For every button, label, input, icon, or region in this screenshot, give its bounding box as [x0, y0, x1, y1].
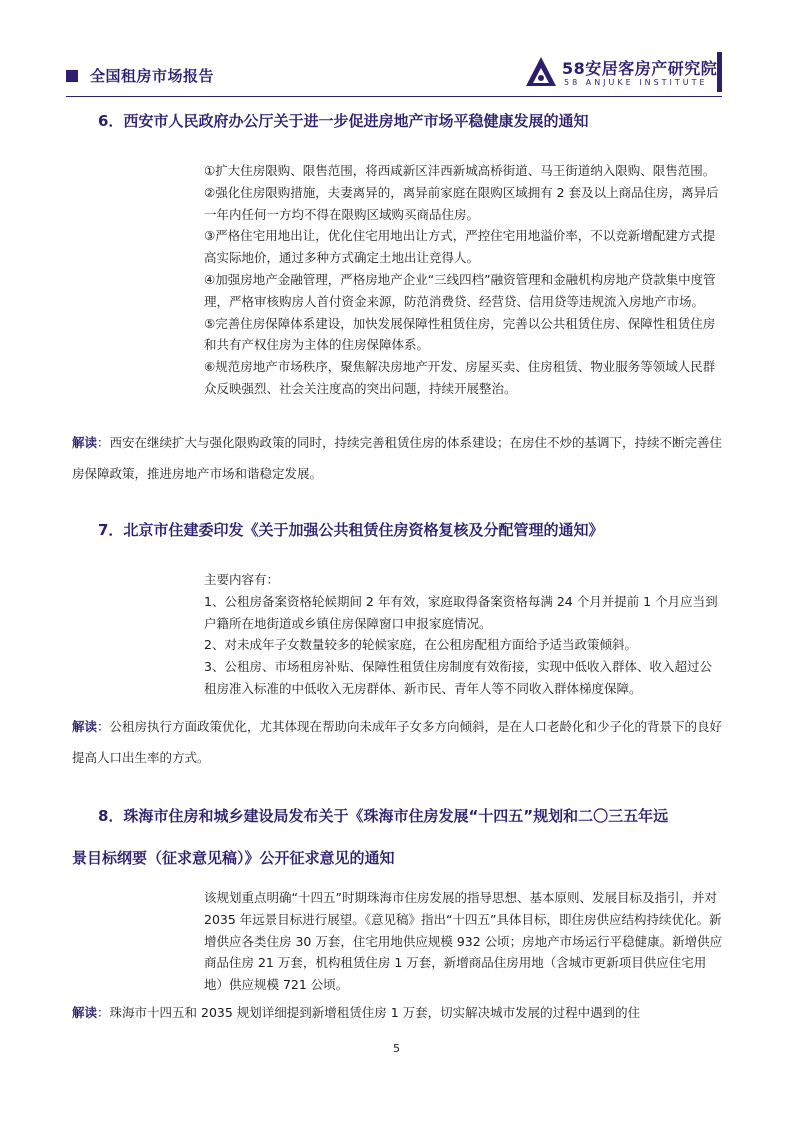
section-8-title-line2: 景目标纲要（征求意见稿）》公开征求意见的通知 — [72, 849, 395, 867]
analysis-label: 解读 — [72, 719, 98, 734]
institute-logo-icon — [524, 55, 558, 89]
institute-english-name: 58 ANJUKE INSTITUTE — [564, 78, 708, 87]
analysis-text: ：西安在继续扩大与强化限购政策的同时，持续完善租赁住房的体系建设；在房住不炒的基调下，持续不断完善住房保障政策，推进房地产市场和谐稳定发展。 — [72, 435, 723, 481]
section-6-item: ⑤完善住房保障体系建设，加快发展保障性租赁住房，完善以公共租赁住房、保障性租赁住房和共有产权住房为主体的住房保障体系。 — [204, 315, 716, 353]
section-6-item: ①扩大住房限购、限售范围，将西咸新区沣西新城高桥街道、马王街道纳入限购、限售范围。 — [204, 163, 716, 178]
section-6-item: ③严格住宅用地出让，优化住宅用地出让方式，严控住宅用地溢价率，不以竞新增配建方式提高实际地价，通过多种方式确定土地出让竞得人。 — [204, 228, 716, 266]
analysis-text: ：公租房执行方面政策优化，尤其体现在帮助向未成年子女多方向倾斜，是在人口老龄化和少子化的背景下的良好提高人口出生率的方式。 — [72, 719, 723, 765]
section-7-item: 1、公租房备案资格轮候期间 2 年有效，家庭取得备案资格每满 24 个月并提前 1 个月应当到户籍所在地街道或乡镇住房保障窗口申报家庭情况。 — [204, 593, 718, 631]
analysis-label: 解读 — [72, 435, 98, 450]
section-8-title-line1: 8．珠海市住房和城乡建设局发布关于《珠海市住房发展“十四五”规划和二〇三五年远 — [98, 807, 669, 825]
section-7-analysis — [72, 711, 724, 773]
section-7-item: 3、公租房、市场租房补贴、保障性租赁住房制度有效衔接，实现中低收入群体、收入超过公租房准入标准的中低收入无房群体、新市民、青年人等不同收入群体梯度保障。 — [204, 659, 712, 696]
header-divider — [66, 96, 722, 97]
page-header — [66, 52, 730, 102]
section-8-paragraph: 该规划重点明确“十四五”时期珠海市住房发展的指导思想、基本原则、发展目标及指引，并对 2035 年远景目标进行展望。《意见稿》指出“十四五”具体目标，即住房供应结构持续优化。新增供应各类住房 30 万套，住宅用地供应规模 932 公顷；房地产市场运行平稳健康。新增供应商品住房 21 万套，机构租赁住房 1 万套，新增商品住房用地（含城市更新项目供应住宅用地）供应规模 721 公顷。 — [204, 890, 723, 993]
section-8-body — [204, 887, 724, 996]
section-6-title: 6．西安市人民政府办公厅关于进一步促进房地产市场平稳健康发展的通知 — [98, 112, 589, 130]
section-7-title: 7．北京市住建委印发《关于加强公共租赁住房资格复核及分配管理的通知》 — [98, 521, 604, 539]
section-7-item: 2、对未成年子女数量较多的轮候家庭，在公租房配租方面给予适当政策倾斜。 — [204, 637, 637, 653]
section-8-analysis — [72, 997, 724, 1028]
institute-name: 58安居客房产研究院 — [562, 59, 718, 78]
analysis-text: ：珠海市十四五和 2035 规划详细提到新增租赁住房 1 万套，切实解决城市发展的过程中遇到的住 — [97, 1005, 641, 1020]
header-vertical-bar — [717, 52, 722, 92]
header-title: 全国租房市场报告 — [90, 67, 215, 85]
section-6-item: ⑥规范房地产市场秩序，聚焦解决房地产开发、房屋买卖、住房租赁、物业服务等领域人民群众反映强烈、社会关注度高的突出问题，持续开展整治。 — [204, 359, 716, 396]
header-square-marker — [66, 70, 78, 82]
analysis-label: 解读 — [72, 1005, 98, 1020]
section-6-analysis — [72, 427, 724, 489]
section-6-item: ④加强房地产金融管理，严格房地产企业“三线四档”融资管理和金融机构房地产贷款集中度管理，严格审核购房人首付资金来源，防范消费贷、经营贷、信用贷等违规流入房地产市场。 — [204, 271, 716, 309]
section-7-item: 主要内容有： — [204, 572, 280, 587]
section-6-item: ②强化住房限购措施，夫妻离异的，离异前家庭在限购区域拥有 2 套及以上商品住房，离异后一年内任何一方均不得在限购区域购买商品住房。 — [204, 184, 719, 222]
page-number: 5 — [393, 1042, 400, 1055]
section-6-items — [204, 160, 724, 400]
section-7-items — [204, 569, 724, 700]
